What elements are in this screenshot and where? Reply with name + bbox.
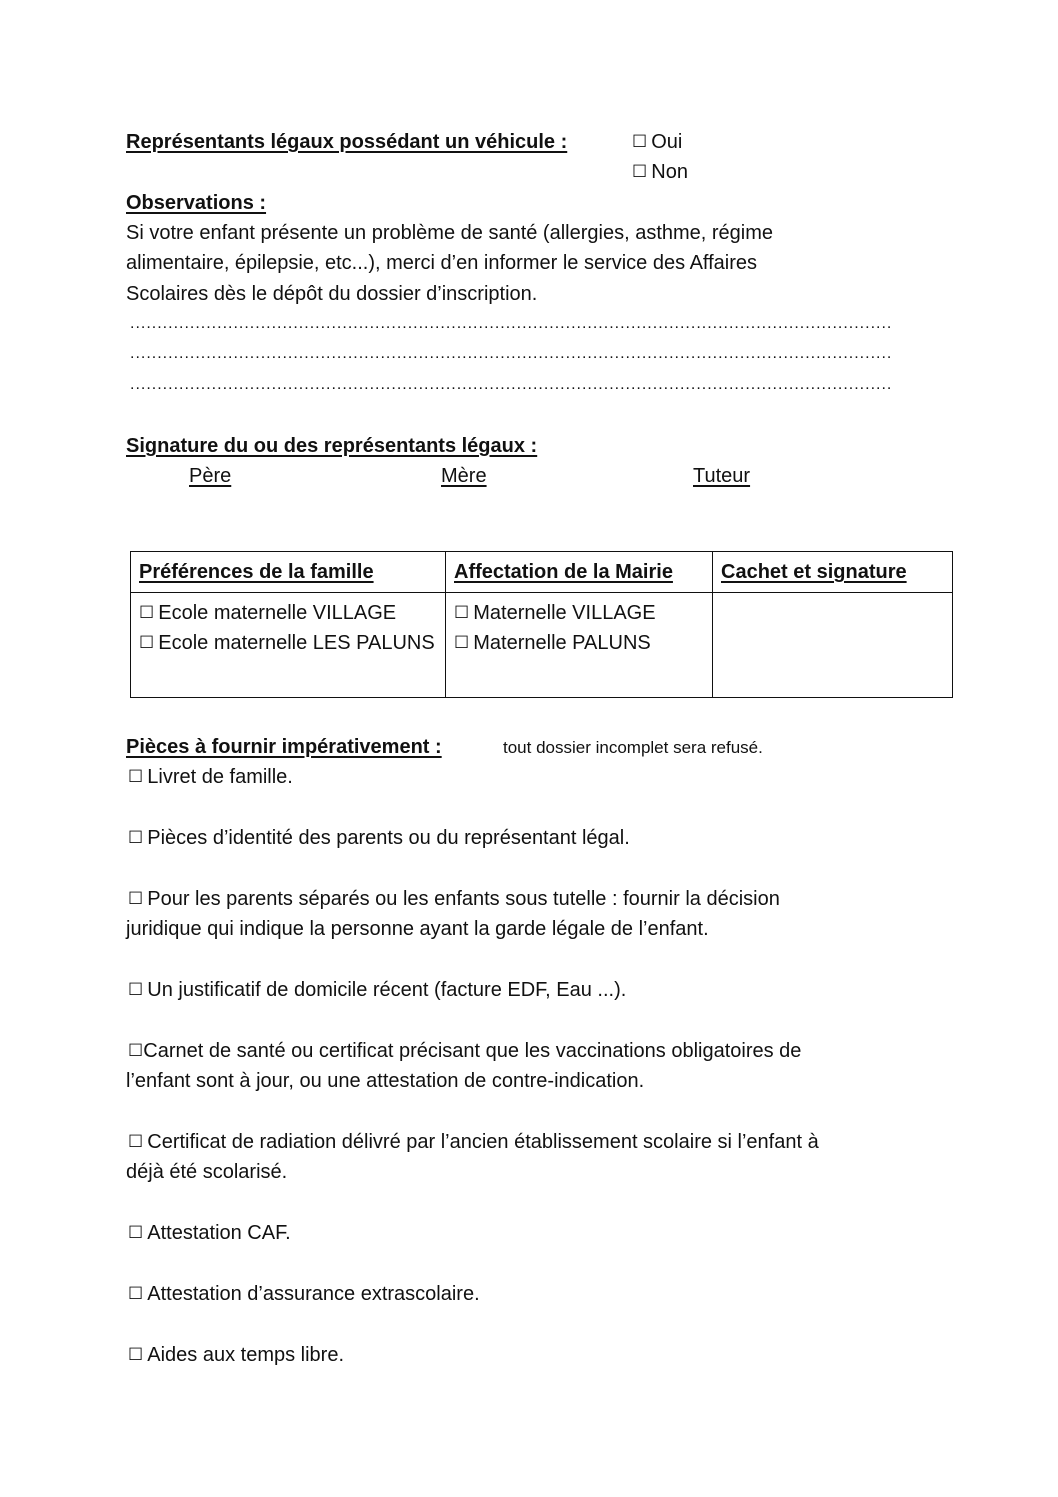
checkbox-icon[interactable]: ☐ — [128, 1223, 144, 1243]
table-row — [131, 593, 953, 698]
pieces-label: Pièces à fournir impérativement : — [126, 736, 442, 758]
header-cachet: Cachet et signature — [713, 552, 953, 593]
observations-dotted-line-1[interactable]: ............................................................................................................................................ — [130, 316, 892, 332]
vehicle-label: Représentants légaux possédant un véhicule : — [126, 131, 568, 153]
signature-pere: Père — [189, 465, 232, 487]
option-label: Oui — [651, 131, 683, 153]
checkbox-icon[interactable]: ☐ — [632, 132, 648, 152]
observations-line-3: Scolaires dès le dépôt du dossier d’inscription. — [126, 283, 538, 305]
observations-label: Observations : — [126, 192, 267, 214]
header-affectation: Affectation de la Mairie — [446, 552, 713, 593]
observations-line-2: alimentaire, épilepsie, etc...), merci d’en informer le service des Affaires — [126, 252, 758, 274]
piece-item-caf[interactable]: ☐ Attestation CAF. — [128, 1222, 291, 1244]
preference-paluns[interactable]: ☐ Ecole maternelle LES PALUNS — [139, 632, 435, 654]
piece-item-aides[interactable]: ☐ Aides aux temps libre. — [128, 1344, 345, 1366]
observations-line-1: Si votre enfant présente un problème de santé (allergies, asthme, régime — [126, 222, 774, 244]
pieces-note: tout dossier incomplet sera refusé. — [503, 738, 763, 757]
checkbox-icon[interactable]: ☐ — [128, 1345, 144, 1365]
checkbox-icon[interactable]: ☐ — [454, 633, 470, 653]
piece-item-livret[interactable]: ☐ Livret de famille. — [128, 766, 293, 788]
cell-preferences — [131, 593, 446, 698]
checkbox-icon[interactable]: ☐ — [454, 603, 470, 623]
signature-mere: Mère — [441, 465, 487, 487]
piece-item-radiation[interactable]: ☐ Certificat de radiation délivré par l’ancien établissement scolaire si l’enfant à — [128, 1131, 819, 1153]
checkbox-icon[interactable]: ☐ — [139, 603, 155, 623]
vehicle-option-non[interactable] — [632, 162, 688, 182]
checkbox-icon[interactable]: ☐ — [128, 767, 144, 787]
piece-item-identite[interactable]: ☐ Pièces d’identité des parents ou du représentant légal. — [128, 827, 630, 849]
checkbox-icon[interactable]: ☐ — [139, 633, 155, 653]
observations-dotted-line-2[interactable]: ............................................................................................................................................ — [130, 346, 892, 362]
table-header-row — [131, 552, 953, 593]
cell-affectation — [446, 593, 713, 698]
checkbox-icon[interactable]: ☐ — [128, 1132, 144, 1152]
signature-label: Signature du ou des représentants légaux : — [126, 435, 538, 457]
affectation-paluns[interactable]: ☐ Maternelle PALUNS — [454, 632, 651, 654]
checkbox-icon[interactable]: ☐ — [128, 828, 144, 848]
cell-cachet-signature[interactable] — [713, 593, 953, 698]
checkbox-icon[interactable]: ☐ — [128, 1041, 144, 1061]
piece-item-carnet[interactable]: ☐Carnet de santé ou certificat précisant que les vaccinations obligatoires de — [128, 1040, 802, 1062]
affectation-village[interactable]: ☐ Maternelle VILLAGE — [454, 602, 656, 624]
piece-item-domicile[interactable]: ☐ Un justificatif de domicile récent (facture EDF, Eau ...). — [128, 979, 627, 1001]
piece-item-separes[interactable]: ☐ Pour les parents séparés ou les enfants sous tutelle : fournir la décision — [128, 888, 780, 910]
checkbox-icon[interactable]: ☐ — [128, 1284, 144, 1304]
checkbox-icon[interactable]: ☐ — [128, 980, 144, 1000]
header-preferences: Préférences de la famille — [131, 552, 446, 593]
piece-item-radiation-line-2: déjà été scolarisé. — [126, 1161, 288, 1183]
preference-village[interactable]: ☐ Ecole maternelle VILLAGE — [139, 602, 397, 624]
checkbox-icon[interactable]: ☐ — [632, 162, 648, 182]
signature-tuteur: Tuteur — [693, 465, 751, 487]
vehicle-option-oui[interactable] — [632, 132, 682, 152]
piece-item-assurance[interactable]: ☐ Attestation d’assurance extrascolaire. — [128, 1283, 480, 1305]
observations-dotted-line-3[interactable]: ............................................................................................................................................ — [130, 377, 892, 393]
piece-item-carnet-line-2: l’enfant sont à jour, ou une attestation de contre-indication. — [126, 1070, 645, 1092]
piece-item-separes-line-2: juridique qui indique la personne ayant la garde légale de l’enfant. — [126, 918, 709, 940]
option-label: Non — [651, 161, 688, 183]
checkbox-icon[interactable]: ☐ — [128, 889, 144, 909]
affectation-table — [130, 551, 953, 698]
